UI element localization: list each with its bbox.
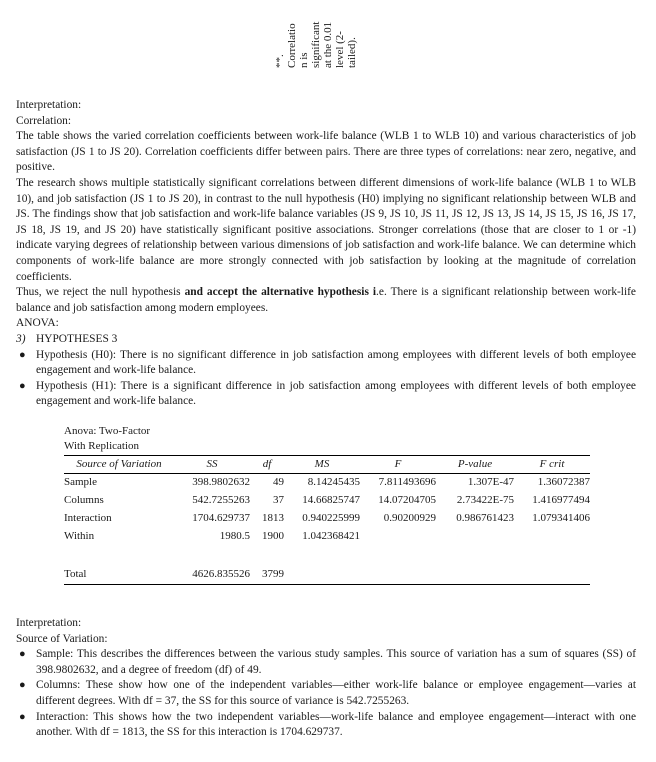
footnote-line: significant — [310, 21, 322, 68]
table-cell: 1704.629737 — [192, 512, 250, 525]
table-row — [64, 492, 590, 510]
table-cell: 398.9802632 — [192, 476, 250, 489]
anova-title-line: With Replication — [64, 440, 140, 452]
table-cell — [436, 566, 514, 585]
table-spacer-row — [64, 546, 590, 566]
table-cell: Total — [64, 566, 174, 585]
table-cell: 1.307E-47 — [467, 476, 514, 489]
bullet-icon: ● — [19, 379, 26, 392]
list-item — [16, 348, 636, 379]
footnote-stars: **. — [274, 54, 286, 68]
document-body — [16, 98, 636, 410]
table-cell: Within — [64, 530, 95, 543]
anova-table-title — [64, 424, 590, 454]
bullet-icon: ● — [19, 710, 26, 723]
correlation-heading: Correlation: — [16, 114, 72, 127]
table-row — [64, 474, 590, 493]
list-item — [16, 647, 636, 678]
table-cell: 1.079341406 — [532, 512, 590, 525]
anova-table — [64, 455, 590, 585]
interpretation-heading-2: Interpretation: — [16, 617, 82, 629]
column-header: P-value — [436, 456, 514, 474]
hypothesis-number: 3) — [16, 332, 26, 345]
table-cell — [436, 528, 514, 546]
table-cell: 542.7255263 — [192, 494, 250, 507]
hypotheses-title — [16, 332, 636, 348]
hypothesis-title-text: HYPOTHESES 3 — [36, 332, 118, 345]
table-cell: 49 — [273, 476, 284, 489]
list-item — [16, 678, 636, 709]
table-cell: 14.66825747 — [302, 494, 360, 507]
hypotheses-list — [16, 348, 636, 410]
bullet-icon: ● — [19, 348, 26, 361]
source-columns-text: Columns: These show how one of the independent variables—either work-life balance or employee engagement—varies at different degrees. With df = 37, the SS for this source of variance is 542.7255263. — [36, 679, 636, 707]
table-cell — [514, 528, 590, 546]
table-cell: 7.811493696 — [378, 476, 436, 489]
footnote-line: Correlatio — [286, 23, 298, 68]
list-item — [16, 379, 636, 410]
column-header: F crit — [514, 456, 590, 474]
table-cell: 1.416977494 — [532, 494, 590, 507]
list-item — [16, 710, 636, 741]
table-cell: 1900 — [262, 530, 284, 543]
table-cell: 3799 — [250, 566, 284, 585]
table-cell: Columns — [64, 494, 104, 507]
table-cell: 4626.835526 — [174, 566, 250, 585]
bullet-icon: ● — [19, 679, 26, 692]
table-cell: 2.73422E-75 — [456, 494, 514, 507]
source-interaction-text: Interaction: This shows how the two independent variables—work-life balance and employee engagement—interact with one another. With df = 1813, the SS for this interaction is 1704.629737. — [36, 710, 636, 739]
table-cell: 14.07204705 — [378, 494, 436, 507]
conclusion-paragraph — [16, 285, 636, 316]
table-cell: 0.940225999 — [302, 512, 360, 525]
table-row — [64, 528, 590, 546]
table-cell: 1980.5 — [219, 530, 250, 543]
table-cell — [360, 528, 436, 546]
table-cell: 0.986761423 — [456, 512, 514, 525]
column-header: df — [250, 456, 284, 474]
interpretation-heading: Interpretation: — [16, 99, 82, 111]
hypothesis-h1: Hypothesis (H1): There is a significant difference in job satisfaction among employees with different levels of both employee engagement and work-life balance. — [36, 379, 636, 408]
column-header: MS — [284, 456, 360, 474]
conclusion-text-end: .e. There is a significant relationship between work-life balance and job satisfaction among modern employees. — [16, 286, 636, 314]
footnote-line: n is — [298, 52, 310, 68]
source-heading: Source of Variation: — [16, 632, 108, 645]
anova-table-block — [64, 424, 590, 585]
source-sample-text: Sample: This describes the differences between the various study samples. This source of variation has a sum of squares (SS) of 398.9802632, and a degree of freedom (df) of 49. — [36, 648, 636, 676]
source-of-variation-section — [16, 616, 636, 741]
table-cell: Sample — [64, 476, 97, 489]
correlation-paragraph-1: The table shows the varied correlation coefficients between work-life balance (WLB 1 to WLB 10) and various characteristics of job satisfaction (JS 1 to JS 20). Correlation coefficients differ between pairs. There are three types of correlations: near zero, negative, and positive. — [16, 130, 636, 174]
table-row — [64, 510, 590, 528]
table-cell: Interaction — [64, 512, 112, 525]
column-header: F — [360, 456, 436, 474]
anova-heading: ANOVA: — [16, 317, 59, 330]
table-cell: 1.042368421 — [302, 530, 360, 543]
table-cell: 1.36072387 — [537, 476, 590, 489]
table-cell — [514, 566, 590, 585]
table-cell: 37 — [273, 494, 284, 507]
table-cell — [284, 566, 360, 585]
footnote-line: at the 0.01 — [322, 21, 334, 68]
table-cell — [360, 566, 436, 585]
footnote-line: tailed). — [346, 37, 358, 68]
footnote-line: level (2- — [334, 31, 346, 68]
correlation-paragraph-2: The research shows multiple statistically significant correlations between different dimensions of work-life balance (WLB 1 to WLB 10), and job satisfaction (JS 1 to JS 20), in contrast to the null hypothesis (H0) implying no significant relationship between WLB and JS. The findings show that job satisfaction and work-life balance variables (JS 9, JS 10, JS 11, JS 12, JS 13, JS 14, JS 15, JS 16, JS 17, JS 18, JS 19, and JS 20) have statistically significant positive associations. Stronger correlations (those that are closer to 1 or -1) indicate varying degrees of relationship between various dimensions of job satisfaction and work-life balance. We can determine which components of work-life balance are more strongly connected with job satisfaction by looking at the magnitude of correlation coefficients. — [16, 176, 636, 283]
table-header-row — [64, 456, 590, 474]
conclusion-bold-text: and accept the alternative hypothesis i — [184, 286, 377, 299]
table-total-row — [64, 566, 590, 585]
table-cell: 0.90200929 — [383, 512, 436, 525]
column-header: SS — [174, 456, 250, 474]
conclusion-text: Thus, we reject the null hypothesis — [16, 286, 185, 299]
anova-title-line: Anova: Two-Factor — [64, 425, 151, 437]
table-cell: 1813 — [262, 512, 284, 525]
sources-list — [16, 647, 636, 741]
bullet-icon: ● — [19, 648, 26, 661]
hypothesis-h0: Hypothesis (H0): There is no significant difference in job satisfaction among employees with different levels of both employee engagement and work-life balance. — [36, 348, 636, 377]
table-cell: 8.14245435 — [307, 476, 360, 489]
column-header: Source of Variation — [64, 456, 174, 474]
